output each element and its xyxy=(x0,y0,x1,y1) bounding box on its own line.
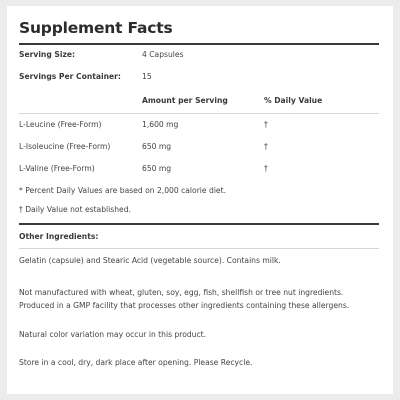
other-ingredients-heading: Other Ingredients: xyxy=(19,232,99,241)
ingredient-name: L-Leucine (Free-Form) xyxy=(19,120,102,129)
supplement-facts-panel xyxy=(7,6,393,394)
storage-note: Store in a cool, dry, dark place after opening. Please Recycle. xyxy=(19,358,253,367)
amount-column-header: Amount per Serving xyxy=(142,96,228,105)
ingredient-daily-value: † xyxy=(264,164,268,173)
ingredient-daily-value: † xyxy=(264,120,268,129)
color-variation-note: Natural color variation may occur in this product. xyxy=(19,330,207,339)
facts-bottom-divider xyxy=(19,223,379,225)
other-ingredients-text: Gelatin (capsule) and Stearic Acid (vegetable source). Contains milk. xyxy=(19,256,281,265)
ingredient-amount: 1,600 mg xyxy=(142,120,179,129)
footnote-not-established: † Daily Value not established. xyxy=(19,205,131,214)
allergen-statement: Not manufactured with wheat, gluten, soy, egg, fish, shellfish or tree nut ingredients. Produced in a GMP facility that processes other ingredients containing these allergens. xyxy=(19,288,350,310)
header-divider xyxy=(19,113,379,114)
serving-size-label: Serving Size: xyxy=(19,50,76,59)
servings-per-container-label: Servings Per Container: xyxy=(19,72,121,81)
ingredient-amount: 650 mg xyxy=(142,142,172,151)
ingredient-name: L-Isoleucine (Free-Form) xyxy=(19,142,111,151)
title-divider xyxy=(19,43,379,45)
daily-value-column-header: % Daily Value xyxy=(264,96,323,105)
page-title: Supplement Facts xyxy=(19,19,173,37)
footnote-percent-daily-value: * Percent Daily Values are based on 2,000 calorie diet. xyxy=(19,186,226,195)
ingredient-amount: 650 mg xyxy=(142,164,172,173)
servings-per-container-value: 15 xyxy=(142,72,152,81)
serving-size-value: 4 Capsules xyxy=(142,50,184,59)
ingredient-daily-value: † xyxy=(264,142,268,151)
ingredient-name: L-Valine (Free-Form) xyxy=(19,164,95,173)
other-ingredients-divider xyxy=(19,248,379,249)
